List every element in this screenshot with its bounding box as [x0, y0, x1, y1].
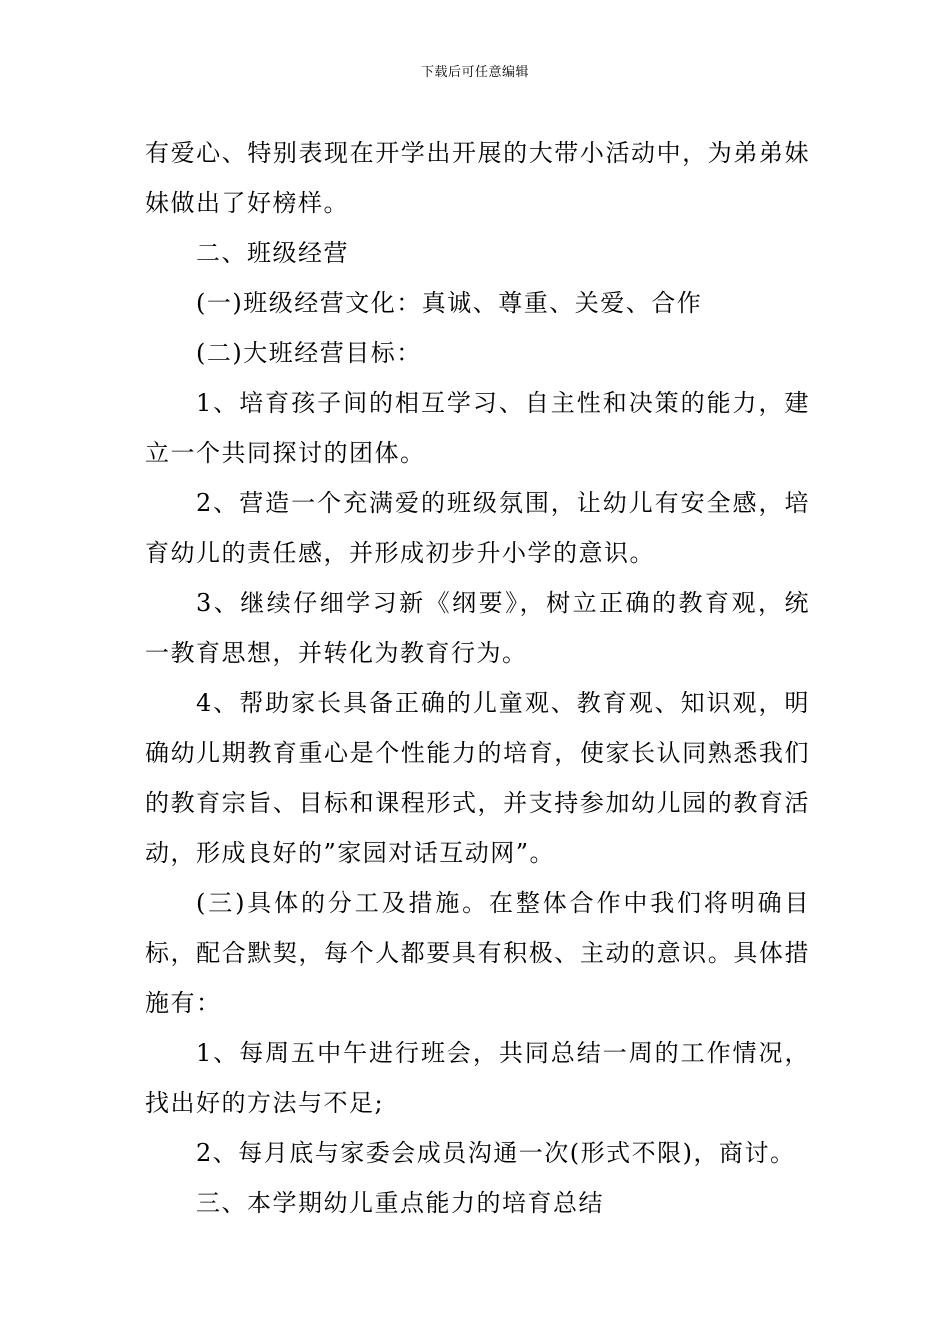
goal-item-4: 4、帮助家长具备正确的儿童观、教育观、知识观，明确幼儿期教育重心是个性能力的培育，使家长认同熟悉我们的教育宗旨、目标和课程形式，并支持参加幼儿园的教育活动，形成良好的”家园对话互动网”。: [145, 689, 810, 867]
measure-item-2: 2、每月底与家委会成员沟通一次(形式不限)，商讨。: [196, 1139, 796, 1167]
subheading-class-culture: (一)班级经营文化：真诚、尊重、关爱、合作: [196, 289, 703, 317]
section-heading-class-management: 二、班级经营: [196, 239, 349, 267]
subheading-division-measures: (三)具体的分工及措施。在整体合作中我们将明确目标，配合默契，每个人都要具有积极、主动的意识。具体措施有：: [145, 889, 810, 1017]
section-heading-ability-summary: 三、本学期幼儿重点能力的培育总结: [196, 1189, 604, 1217]
document-body: [145, 128, 810, 1228]
page-header: 下载后可任意编辑: [420, 65, 529, 80]
subheading-class-goals: (二)大班经营目标：: [196, 339, 422, 367]
goal-item-1: 1、培育孩子间的相互学习、自主性和决策的能力，建立一个共同探讨的团体。: [145, 389, 810, 467]
goal-item-3: 3、继续仔细学习新《纲要》，树立正确的教育观，统一教育思想，并转化为教育行为。: [145, 589, 810, 667]
paragraph-1: 有爱心、特别表现在开学出开展的大带小活动中，为弟弟妹妹做出了好榜样。: [145, 139, 810, 217]
goal-item-2: 2、营造一个充满爱的班级氛围，让幼儿有安全感，培育幼儿的责任感，并形成初步升小学的意识。: [145, 489, 810, 567]
measure-item-1: 1、每周五中午进行班会，共同总结一周的工作情况，找出好的方法与不足;: [145, 1039, 810, 1117]
